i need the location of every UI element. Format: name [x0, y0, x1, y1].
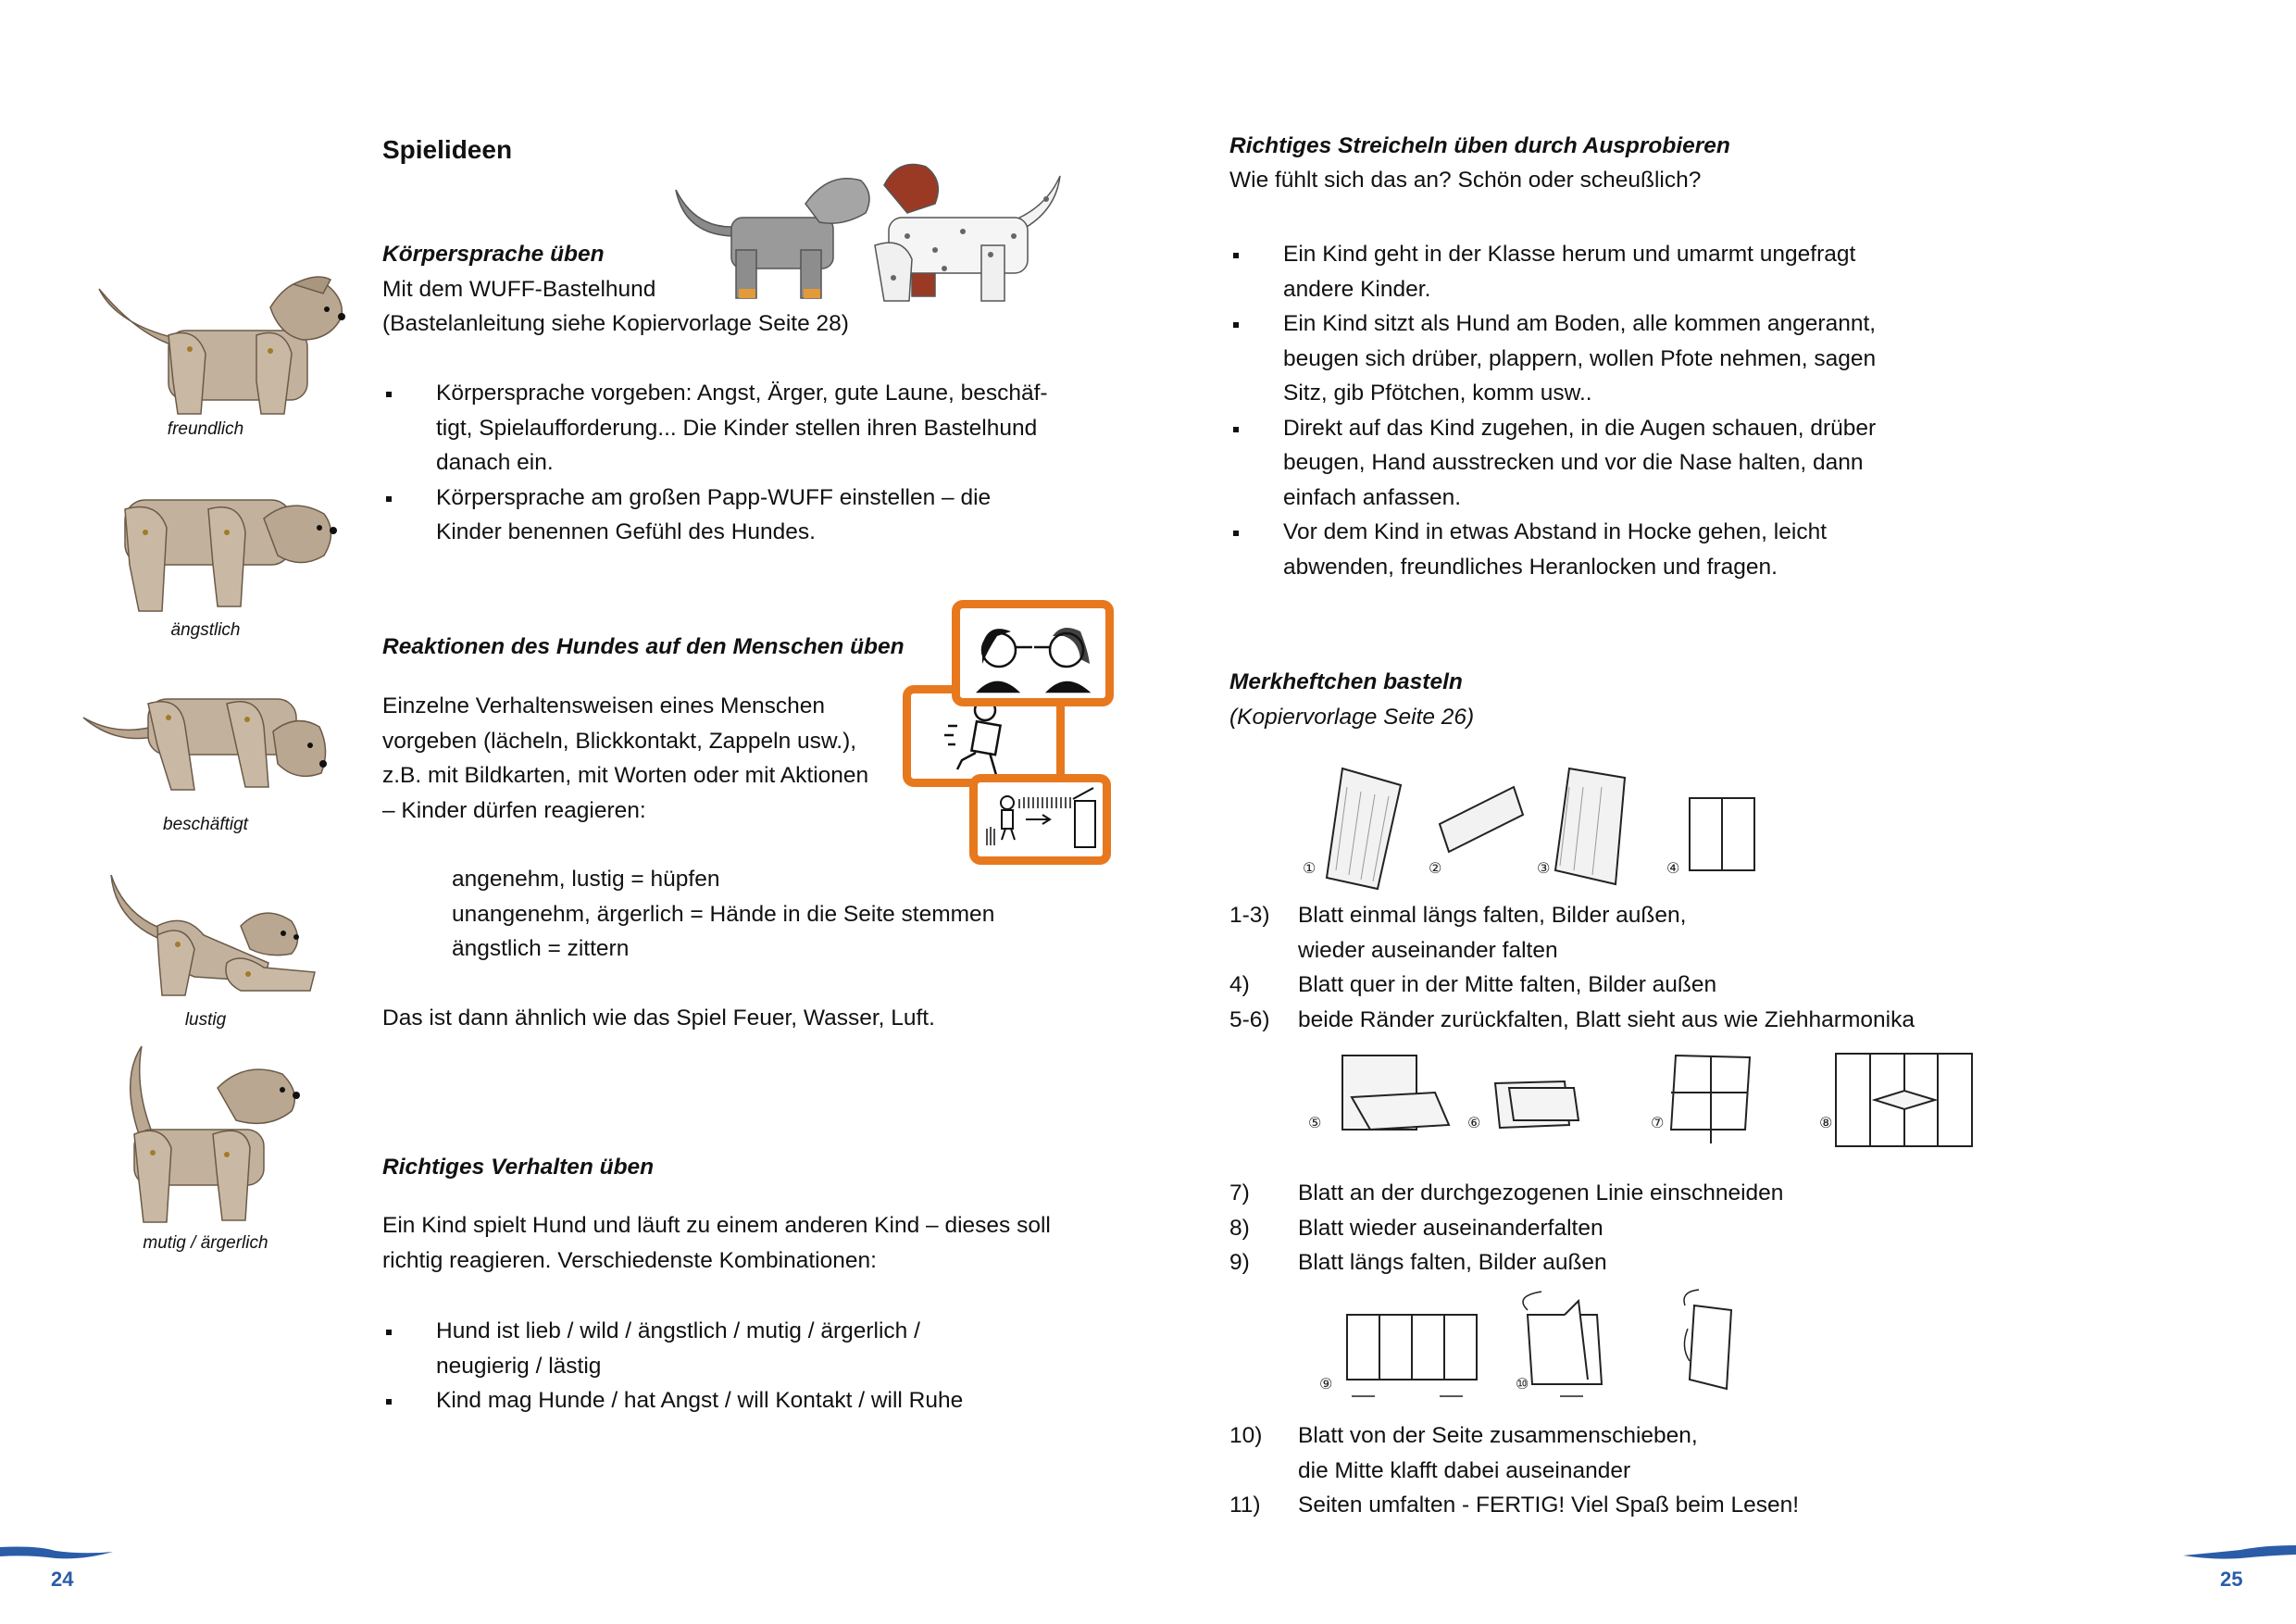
bullet-item — [1229, 411, 1876, 516]
bullet-list-body-language — [382, 376, 1048, 550]
bullet-line: Vor dem Kind in etwas Abstand in Hocke gehen, leicht — [1283, 519, 1827, 544]
bullet-icon — [386, 392, 392, 397]
page-number: 24 — [51, 1568, 74, 1591]
section-heading-behavior: Richtiges Verhalten üben — [382, 1155, 655, 1180]
step-line: Blatt an der durchgezogenen Linie einschneiden — [1298, 1181, 1784, 1206]
bullet-line: einfach anfassen. — [1283, 484, 1462, 510]
section-heading-booklet: Merkheftchen basteln — [1229, 669, 1463, 694]
bullet-icon — [386, 496, 392, 502]
step-number: 9) — [1229, 1250, 1250, 1275]
bullet-item — [1229, 515, 1876, 584]
bullet-icon — [1233, 531, 1239, 536]
folding-sketches-row-1 — [1292, 750, 1958, 889]
folding-steps-1-4-sketch-icon — [1292, 750, 1958, 889]
dog-pose-label: freundlich — [167, 419, 244, 439]
bullet-line: beugen sich drüber, plappern, wollen Pfote nehmen, sagen — [1283, 345, 1877, 371]
folding-steps-9-11-sketch-icon — [1301, 1287, 1819, 1407]
bullet-icon — [386, 1399, 392, 1405]
step-number: 8) — [1229, 1215, 1250, 1241]
bullet-icon — [1233, 253, 1239, 258]
mapping-line: unangenehm, ärgerlich = Hände in die Seite stemmen — [452, 901, 995, 927]
step-item — [1229, 898, 1915, 968]
step-line: Blatt einmal längs falten, Bilder außen, — [1298, 903, 1687, 928]
sketch-number: ⑩ — [1516, 1375, 1529, 1393]
bullet-line: beugen, Hand ausstrecken und vor die Nase halten, dann — [1283, 450, 1864, 475]
reactions-closing: Das ist dann ähnlich wie das Spiel Feuer, Wasser, Luft. — [382, 1006, 935, 1031]
sketch-number: ⑧ — [1819, 1114, 1833, 1131]
folding-sketches-row-2 — [1301, 1046, 1986, 1157]
wave-decoration-icon — [0, 1542, 116, 1565]
dog-pose-beschaeftigt-image — [79, 690, 338, 801]
step-number: 7) — [1229, 1181, 1250, 1206]
bullet-line: Sitz, gib Pfötchen, komm usw.. — [1283, 381, 1592, 406]
bullet-item — [382, 1314, 963, 1383]
mapping-line: ängstlich = zittern — [452, 936, 630, 961]
dog-pose-aengstlich-image — [106, 491, 347, 620]
bullet-line: andere Kinder. — [1283, 276, 1431, 302]
step-number: 1-3) — [1229, 903, 1270, 928]
sketch-number: ⑥ — [1467, 1114, 1481, 1131]
bullet-icon — [1233, 322, 1239, 328]
step-line: Seiten umfalten - FERTIG! Viel Spaß beim Lesen! — [1298, 1493, 1800, 1518]
bullet-item — [382, 376, 1048, 481]
section-heading-body-language: Körpersprache üben — [382, 242, 605, 267]
bullet-line: Körpersprache vorgeben: Angst, Ärger, gute Laune, beschäf- — [436, 381, 1048, 406]
picture-card-walking-home — [969, 774, 1111, 865]
person-walking-to-house-pictogram-icon — [978, 782, 1103, 856]
bullet-list-petting — [1229, 237, 1876, 584]
picture-card-eye-contact — [952, 600, 1114, 706]
behavior-text — [382, 1208, 1051, 1278]
text-line: richtig reagieren. Verschiedenste Kombinationen: — [382, 1247, 877, 1273]
step-line: Blatt wieder auseinanderfalten — [1298, 1215, 1603, 1241]
section-heading-petting: Richtiges Streicheln üben durch Ausprobieren — [1229, 133, 1730, 158]
step-item — [1229, 1245, 1783, 1280]
bullet-line: abwenden, freundliches Heranlocken und fragen. — [1283, 554, 1778, 580]
dog-pose-label: beschäftigt — [163, 815, 248, 834]
dog-pose-freundlich-image — [81, 261, 349, 428]
bullet-line: Ein Kind geht in der Klasse herum und umarmt ungefragt — [1283, 242, 1856, 267]
eye-contact-pictogram-icon — [960, 608, 1105, 698]
sketch-number: ③ — [1537, 859, 1551, 877]
bullet-icon — [386, 1330, 392, 1335]
bullet-list-behavior — [382, 1314, 963, 1418]
text-line: – Kinder dürfen reagieren: — [382, 797, 646, 823]
text-line: vorgeben (lächeln, Blickkontakt, Zappeln usw.), — [382, 728, 857, 754]
dog-pose-label: ängstlich — [170, 620, 241, 640]
sketch-number: ⑤ — [1308, 1114, 1322, 1131]
bullet-line: Kinder benennen Gefühl des Hundes. — [436, 519, 816, 544]
sketch-number: ④ — [1666, 859, 1680, 877]
bullet-line: tigt, Spielaufforderung... Die Kinder stellen ihren Bastelhund — [436, 415, 1038, 441]
dog-pose-lustig-image — [102, 870, 315, 1009]
text-line: Ein Kind spielt Hund und läuft zu einem anderen Kind – dieses soll — [382, 1213, 1051, 1238]
two-craft-dogs-image — [667, 157, 1074, 306]
step-item — [1229, 1176, 1783, 1211]
sketch-number: ⑨ — [1319, 1375, 1333, 1393]
step-line: wieder auseinander falten — [1298, 937, 1558, 963]
dog-pose-mutig-aergerlich-image — [116, 1042, 319, 1227]
step-item — [1229, 1418, 1799, 1488]
step-item — [1229, 1003, 1915, 1038]
folding-steps-b — [1229, 1176, 1783, 1280]
bullet-item — [382, 1383, 963, 1418]
page-number: 25 — [2220, 1568, 2243, 1591]
wave-decoration-icon — [2180, 1542, 2296, 1565]
step-line: Blatt von der Seite zusammenschieben, — [1298, 1423, 1698, 1448]
step-number: 4) — [1229, 972, 1250, 997]
bullet-item — [1229, 237, 1876, 306]
step-line: beide Ränder zurückfalten, Blatt sieht aus wie Ziehharmonika — [1298, 1006, 1915, 1032]
step-number: 11) — [1229, 1493, 1261, 1518]
text-line: Einzelne Verhaltensweisen eines Menschen — [382, 693, 826, 718]
page-title: Spielideen — [382, 135, 513, 164]
step-item — [1229, 1211, 1783, 1246]
petting-subline: Wie fühlt sich das an? Schön oder scheußlich? — [1229, 168, 1702, 193]
bullet-line: Hund ist lieb / wild / ängstlich / mutig / ärgerlich / — [436, 1318, 920, 1343]
text-line: z.B. mit Bildkarten, mit Worten oder mit Aktionen — [382, 763, 869, 788]
step-line: Blatt längs falten, Bilder außen — [1298, 1250, 1607, 1275]
bullet-line: Körpersprache am großen Papp-WUFF einstellen – die — [436, 484, 992, 510]
bullet-item — [1229, 306, 1876, 411]
bullet-line: danach ein. — [436, 450, 554, 475]
step-line: Blatt quer in der Mitte falten, Bilder außen — [1298, 972, 1717, 997]
step-number: 10) — [1229, 1423, 1263, 1448]
folding-steps-c — [1229, 1418, 1799, 1523]
folding-sketches-row-3 — [1301, 1287, 1819, 1407]
step-number: 5-6) — [1229, 1006, 1270, 1032]
step-item — [1229, 968, 1915, 1003]
dog-pose-label: mutig / ärgerlich — [143, 1233, 268, 1253]
bullet-icon — [1233, 427, 1239, 432]
bullet-line: Ein Kind sitzt als Hund am Boden, alle kommen angerannt, — [1283, 311, 1877, 336]
mapping-line: angenehm, lustig = hüpfen — [452, 867, 720, 892]
folding-steps-5-8-sketch-icon — [1301, 1046, 1986, 1157]
step-item — [1229, 1488, 1799, 1523]
bullet-line: Direkt auf das Kind zugehen, in die Augen schauen, drüber — [1283, 415, 1877, 441]
text-line: Mit dem WUFF-Bastelhund — [382, 277, 656, 302]
step-line: die Mitte klafft dabei auseinander — [1298, 1457, 1631, 1483]
sketch-number: ⑦ — [1651, 1114, 1665, 1131]
sketch-number: ② — [1429, 859, 1442, 877]
reaction-mappings — [452, 862, 994, 967]
bullet-line: Kind mag Hunde / hat Angst / will Kontakt / will Ruhe — [436, 1388, 964, 1413]
bullet-line: neugierig / lästig — [436, 1353, 602, 1379]
folding-steps-a — [1229, 898, 1915, 1037]
bullet-item — [382, 481, 1048, 550]
section-heading-reactions: Reaktionen des Hundes auf den Menschen üben — [382, 634, 905, 659]
reactions-text — [382, 689, 868, 828]
text-line: (Bastelanleitung siehe Kopiervorlage Seite 28) — [382, 311, 849, 336]
sketch-number: ① — [1303, 859, 1316, 877]
booklet-subline: (Kopiervorlage Seite 26) — [1229, 705, 1475, 730]
dog-pose-label: lustig — [184, 1010, 227, 1030]
